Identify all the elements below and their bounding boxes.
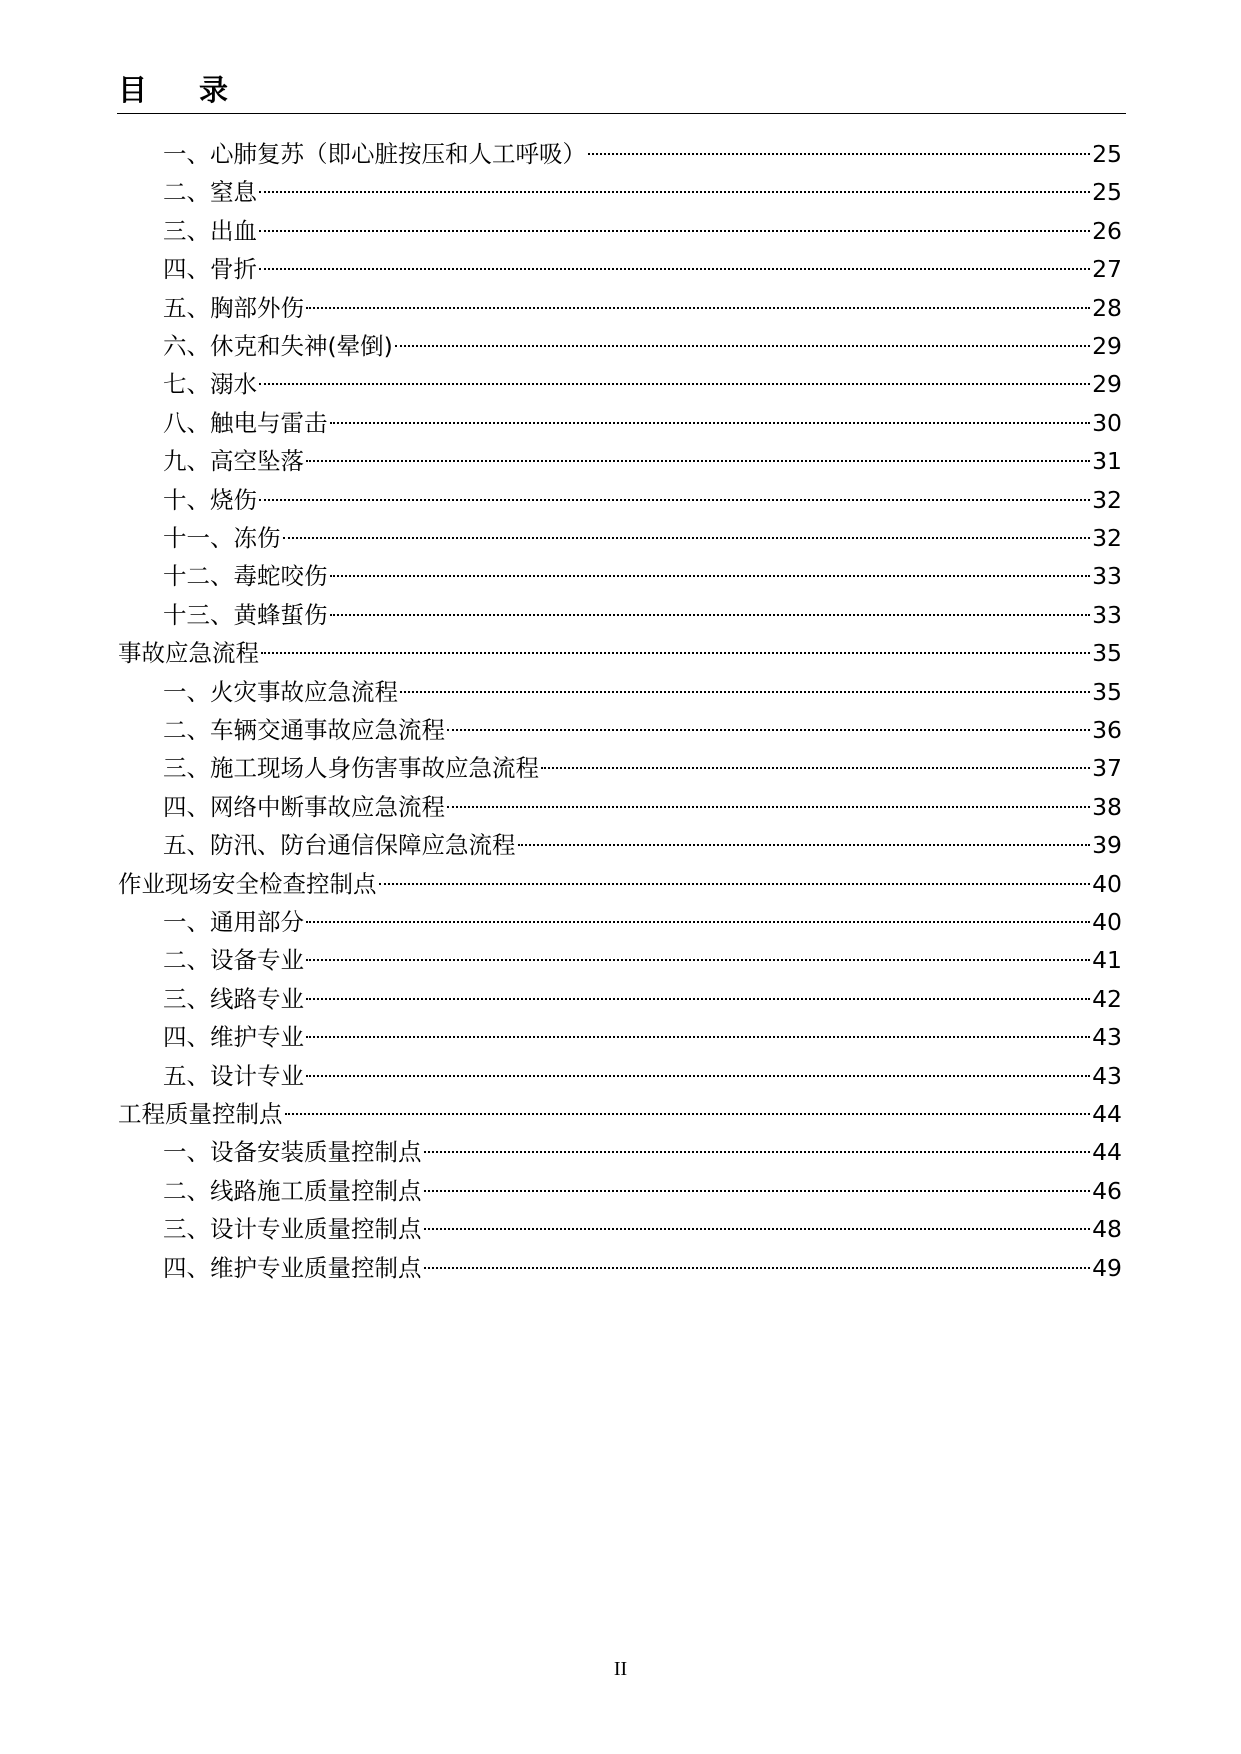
toc-dot-leader: [447, 729, 1090, 731]
toc-section-entry[interactable]: [163, 747, 1122, 790]
toc-section-entry[interactable]: [163, 939, 1122, 982]
toc-section-entry[interactable]: [163, 440, 1122, 483]
toc-dot-leader: [588, 153, 1090, 155]
toc-entry-label: 五、胸部外伤: [163, 293, 304, 322]
toc-entry-label: 三、线路专业: [163, 984, 304, 1013]
toc-entry-page-number: 38: [1092, 792, 1122, 821]
toc-entry-label: 九、高空坠落: [163, 447, 304, 476]
toc-dot-leader: [283, 537, 1091, 539]
toc-dot-leader: [306, 998, 1090, 1000]
toc-entry-label: 四、维护专业: [163, 1023, 304, 1052]
toc-section-entry[interactable]: [163, 248, 1122, 291]
toc-entry-label: 二、车辆交通事故应急流程: [163, 716, 445, 744]
toc-section-entry[interactable]: [163, 901, 1122, 944]
toc-entry-page-number: 43: [1092, 1023, 1122, 1052]
toc-dot-leader: [259, 499, 1090, 501]
toc-section-entry[interactable]: [163, 210, 1122, 253]
toc-section-entry[interactable]: [163, 517, 1122, 560]
toc-section-entry[interactable]: [163, 824, 1122, 867]
toc-section-entry[interactable]: [163, 555, 1122, 598]
toc-entry-label: 二、窒息: [163, 178, 257, 207]
page-title: 目录: [118, 73, 281, 107]
toc-entry-label: 四、骨折: [163, 255, 257, 284]
toc-section-entry[interactable]: [163, 171, 1122, 214]
toc-entry-label: 五、防汛、防台通信保障应急流程: [163, 831, 516, 860]
toc-section-entry[interactable]: [163, 978, 1122, 1021]
toc-section-entry[interactable]: [163, 709, 1122, 752]
toc-dot-leader: [379, 883, 1091, 885]
toc-dot-leader: [330, 614, 1091, 616]
toc-entry-label: 五、设计专业: [163, 1061, 304, 1090]
toc-dot-leader: [330, 422, 1091, 424]
toc-dot-leader: [306, 460, 1090, 462]
toc-entry-page-number: 41: [1092, 946, 1122, 975]
toc-entry-page-number: 48: [1092, 1215, 1122, 1244]
toc-dot-leader: [306, 921, 1090, 923]
toc-entry-page-number: 37: [1092, 754, 1122, 783]
toc-section-entry[interactable]: [163, 1055, 1122, 1098]
toc-entry-label: 四、维护专业质量控制点: [163, 1253, 422, 1282]
toc-dot-leader: [306, 1036, 1090, 1038]
footer-page-number: II: [613, 1658, 628, 1680]
toc-entry-page-number: 29: [1092, 370, 1122, 399]
toc-dot-leader: [306, 959, 1090, 961]
toc-entry-label: 三、设计专业质量控制点: [163, 1215, 422, 1244]
toc-entry-page-number: 44: [1092, 1100, 1122, 1128]
toc-entry-label: 事故应急流程: [118, 639, 259, 668]
toc-section-entry[interactable]: [163, 1170, 1122, 1213]
toc-section-entry[interactable]: [163, 786, 1122, 829]
toc-chapter-entry[interactable]: [118, 863, 1122, 906]
toc-entry-page-number: 36: [1092, 716, 1122, 744]
toc-section-entry[interactable]: [163, 363, 1122, 406]
toc-section-entry[interactable]: [163, 479, 1122, 522]
toc-section-entry[interactable]: [163, 594, 1122, 637]
toc-section-entry[interactable]: [163, 1016, 1122, 1059]
toc-entry-label: 二、设备专业: [163, 946, 304, 975]
toc-entry-page-number: 44: [1092, 1138, 1122, 1167]
toc-entry-page-number: 30: [1092, 408, 1122, 437]
toc-dot-leader: [424, 1267, 1091, 1269]
toc-entry-page-number: 32: [1092, 524, 1122, 552]
toc-entry-page-number: 35: [1092, 677, 1122, 706]
toc-entry-page-number: 40: [1092, 869, 1122, 898]
toc-section-entry[interactable]: [163, 402, 1122, 445]
toc-section-entry[interactable]: [163, 1131, 1122, 1174]
toc-entry-label: 工程质量控制点: [118, 1100, 283, 1128]
toc-entry-page-number: 32: [1092, 485, 1122, 514]
toc-entry-page-number: 33: [1092, 562, 1122, 591]
toc-entry-label: 二、线路施工质量控制点: [163, 1176, 422, 1205]
toc-entry-page-number: 39: [1092, 831, 1122, 860]
toc-entry-label: 一、设备安装质量控制点: [163, 1138, 422, 1167]
toc-dot-leader: [424, 1190, 1091, 1192]
title-divider: [117, 113, 1126, 114]
toc-entry-page-number: 25: [1092, 140, 1122, 168]
toc-entry-label: 作业现场安全检查控制点: [118, 869, 377, 898]
toc-entry-label: 一、通用部分: [163, 908, 304, 936]
toc-entry-page-number: 33: [1092, 600, 1122, 629]
toc-entry-label: 四、网络中断事故应急流程: [163, 792, 445, 821]
toc-entry-label: 十二、毒蛇咬伤: [163, 562, 328, 591]
toc-chapter-entry[interactable]: [118, 632, 1122, 675]
toc-chapter-entry[interactable]: [118, 1093, 1122, 1136]
toc-entry-page-number: 28: [1092, 293, 1122, 322]
toc-section-entry[interactable]: [163, 671, 1122, 714]
toc-entry-label: 十一、冻伤: [163, 524, 281, 552]
toc-entry-label: 六、休克和失神(晕倒): [163, 332, 393, 360]
toc-dot-leader: [447, 806, 1090, 808]
toc-dot-leader: [306, 1075, 1090, 1077]
toc-dot-leader: [400, 691, 1090, 693]
toc-dot-leader: [285, 1113, 1091, 1115]
toc-entry-label: 三、施工现场人身伤害事故应急流程: [163, 754, 539, 783]
toc-dot-leader: [395, 345, 1090, 347]
toc-entry-page-number: 46: [1092, 1176, 1122, 1205]
toc-entry-label: 十三、黄蜂蜇伤: [163, 600, 328, 629]
toc-entry-label: 三、出血: [163, 216, 257, 245]
toc-dot-leader: [424, 1151, 1091, 1153]
toc-dot-leader: [259, 268, 1090, 270]
toc-section-entry[interactable]: [163, 1208, 1122, 1251]
toc-section-entry[interactable]: [163, 287, 1122, 330]
toc-dot-leader: [259, 191, 1090, 193]
toc-section-entry[interactable]: [163, 325, 1122, 368]
toc-entry-page-number: 49: [1092, 1253, 1122, 1282]
toc-dot-leader: [259, 383, 1090, 385]
toc-dot-leader: [330, 575, 1091, 577]
toc-dot-leader: [541, 767, 1090, 769]
toc-dot-leader: [424, 1228, 1091, 1230]
toc-entry-label: 七、溺水: [163, 370, 257, 399]
toc-entry-label: 一、心肺复苏（即心脏按压和人工呼吸）: [163, 140, 586, 168]
toc-entry-page-number: 31: [1092, 447, 1122, 476]
toc-entry-page-number: 27: [1092, 255, 1122, 284]
toc-entry-page-number: 25: [1092, 178, 1122, 207]
toc-entry-label: 十、烧伤: [163, 485, 257, 514]
toc-entry-label: 八、触电与雷击: [163, 408, 328, 437]
toc-dot-leader: [261, 652, 1090, 654]
toc-section-entry[interactable]: [163, 133, 1122, 176]
toc-dot-leader: [518, 844, 1091, 846]
toc-dot-leader: [306, 307, 1090, 309]
toc-entry-page-number: 43: [1092, 1061, 1122, 1090]
toc-section-entry[interactable]: [163, 1247, 1122, 1290]
toc-dot-leader: [259, 230, 1090, 232]
toc-entry-page-number: 35: [1092, 639, 1122, 668]
toc-entry-page-number: 26: [1092, 216, 1122, 245]
toc-entry-page-number: 40: [1092, 908, 1122, 936]
toc-entry-page-number: 29: [1092, 332, 1122, 360]
toc-entry-label: 一、火灾事故应急流程: [163, 677, 398, 706]
toc-entry-page-number: 42: [1092, 984, 1122, 1013]
